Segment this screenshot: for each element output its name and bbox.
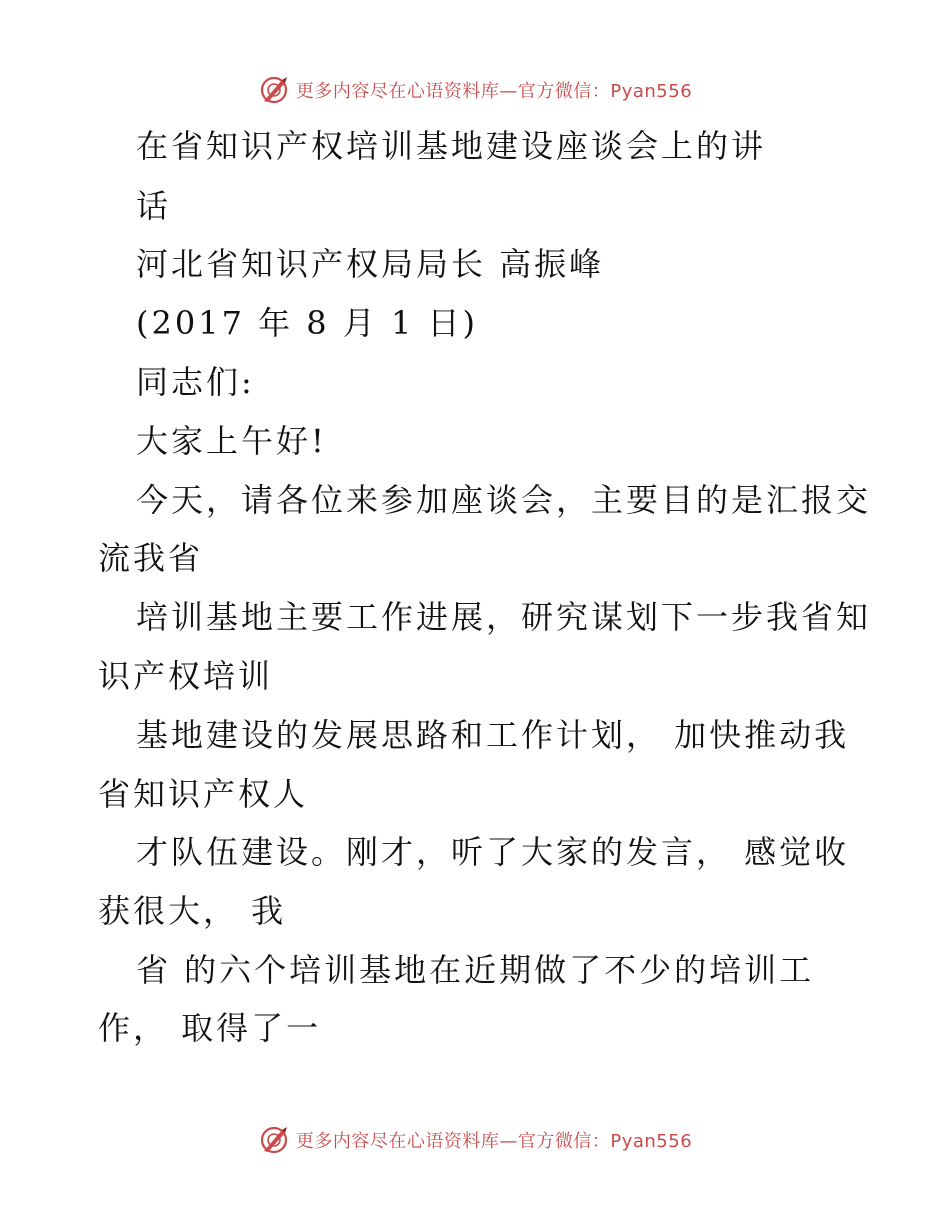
paragraph-line: 省知识产权人 <box>98 775 309 813</box>
title-line-2: 话 <box>136 187 172 225</box>
paragraph-line: 才队伍建设。刚才，听了大家的发言， 感觉收 <box>136 833 850 871</box>
paragraph-line: 基地建设的发展思路和工作计划， 加快推动我 <box>136 716 850 754</box>
paragraph-line: 今天，请各位来参加座谈会，主要目的是汇报交 <box>136 481 872 519</box>
paragraph-line: 省 的六个培训基地在近期做了不少的培训工 <box>136 951 815 989</box>
paragraph-line: 作， 取得了一 <box>98 1009 322 1047</box>
salutation-line: 同志们: <box>136 363 255 401</box>
paragraph-line: 获很大， 我 <box>98 892 287 930</box>
footer-watermark <box>0 1122 950 1158</box>
feather-pen-logo-icon <box>258 1124 290 1156</box>
title-line-1: 在省知识产权培训基地建设座谈会上的讲 <box>136 127 767 165</box>
paragraph-line: 识产权培训 <box>98 657 274 695</box>
date-line: (2017 年 8 月 1 日) <box>136 304 478 342</box>
paragraph-line: 流我省 <box>98 539 204 577</box>
paragraph-line: 培训基地主要工作进展，研究谋划下一步我省知 <box>136 598 872 636</box>
greeting-line: 大家上午好! <box>136 422 327 460</box>
watermark-text: 更多内容尽在心语资料库—官方微信：Pyan556 <box>295 1131 693 1152</box>
watermark-text: 更多内容尽在心语资料库—官方微信：Pyan556 <box>295 81 693 102</box>
speaker-line: 河北省知识产权局局长 高振峰 <box>136 245 605 283</box>
